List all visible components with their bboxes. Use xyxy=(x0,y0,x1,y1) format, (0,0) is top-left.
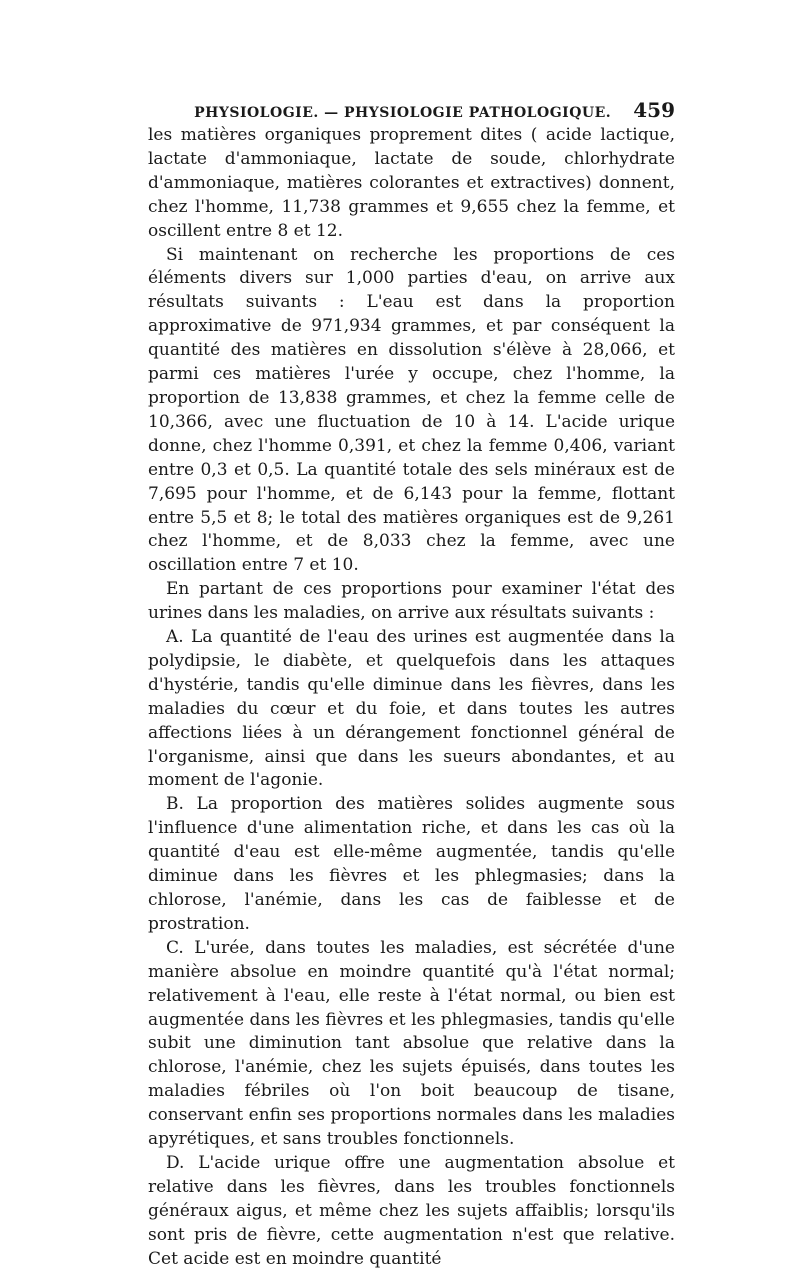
paragraph-d-acide-urique: D. L'acide urique offre une augmentation absolue et relative dans les fièvres, dans les troubles fonctionnels généraux aigus, et même chez les sujets affaiblis; lorsqu'ils sont pris de fièvre, cette augmentation n'est que relative. Cet acide est en moindre quantité xyxy=(148,1152,675,1269)
page-header xyxy=(148,98,675,126)
running-head: PHYSIOLOGIE. — PHYSIOLOGIE PATHOLOGIQUE. xyxy=(194,105,612,121)
paragraph-intro-maladies: En partant de ces proportions pour examiner l'état des urines dans les maladies, on arrive aux résultats suivants : xyxy=(148,579,675,624)
paragraph-b-matieres-solides: B. La proportion des matières solides augmente sous l'influence d'une alimentation riche, et dans les cas où la quantité d'eau est elle-même augmentée, tandis qu'elle diminue dans les fièvres et les phlegmasies; dans la chlorose, l'anémie, dans les cas de faiblesse et de prostration. xyxy=(148,794,675,934)
paragraph-c-uree: C. L'urée, dans toutes les maladies, est sécrétée d'une manière absolue en moindre quantité qu'à l'état normal; relativement à l'eau, elle reste à l'état normal, ou bien est augmentée dans les fièvres et les phlegmasies, tandis qu'elle subit une diminution tant absolue que relative dans la chlorose, l'anémie, chez les sujets épuisés, dans toutes les maladies fébriles où l'on boit beaucoup de tisane, conservant enfin ses proportions normales dans les maladies apyrétiques, et sans troubles fonctionnels. xyxy=(148,937,675,1150)
paragraph-proportions: Si maintenant on recherche les proportions de ces éléments divers sur 1,000 parties d'eau, on arrive aux résultats suivants : L'eau est dans la proportion approximative de 971,934 grammes, et par conséquent la quantité des matières en dissolution s'élève à 28,066, et parmi ces matières l'urée y occupe, chez l'homme, la proportion de 13,838 grammes, et chez la femme celle de 10,366, avec une fluctuation de 10 à 14. L'acide urique donne, chez l'homme 0,391, et chez la femme 0,406, variant entre 0,3 et 0,5. La quantité totale des sels minéraux est de 7,695 pour l'homme, et de 6,143 pour la femme, flottant entre 5,5 et 8; le total des matières organiques est de 9,261 chez l'homme, et de 8,033 chez la femme, avec une oscillation entre 7 et 10. xyxy=(148,244,675,576)
paragraph-a-eau: A. La quantité de l'eau des urines est augmentée dans la polydipsie, le diabète, et quelquefois dans les attaques d'hystérie, tandis qu'elle diminue dans les fièvres, dans les maladies du cœur et du foie, et dans toutes les autres affections liées à un dérangement fonctionnel général de l'organisme, ainsi que dans les sueurs abondantes, et au moment de l'agonie. xyxy=(148,627,675,791)
paragraph-continuation: les matières organiques proprement dites ( acide lactique, lactate d'ammoniaque, lactate de soude, chlorhydrate d'ammoniaque, matières colorantes et extractives) donnent, chez l'homme, 11,738 grammes et 9,655 chez la femme, et oscillent entre 8 et 12. xyxy=(148,125,675,241)
page-body xyxy=(148,124,675,1272)
page-number: 459 xyxy=(633,98,675,122)
